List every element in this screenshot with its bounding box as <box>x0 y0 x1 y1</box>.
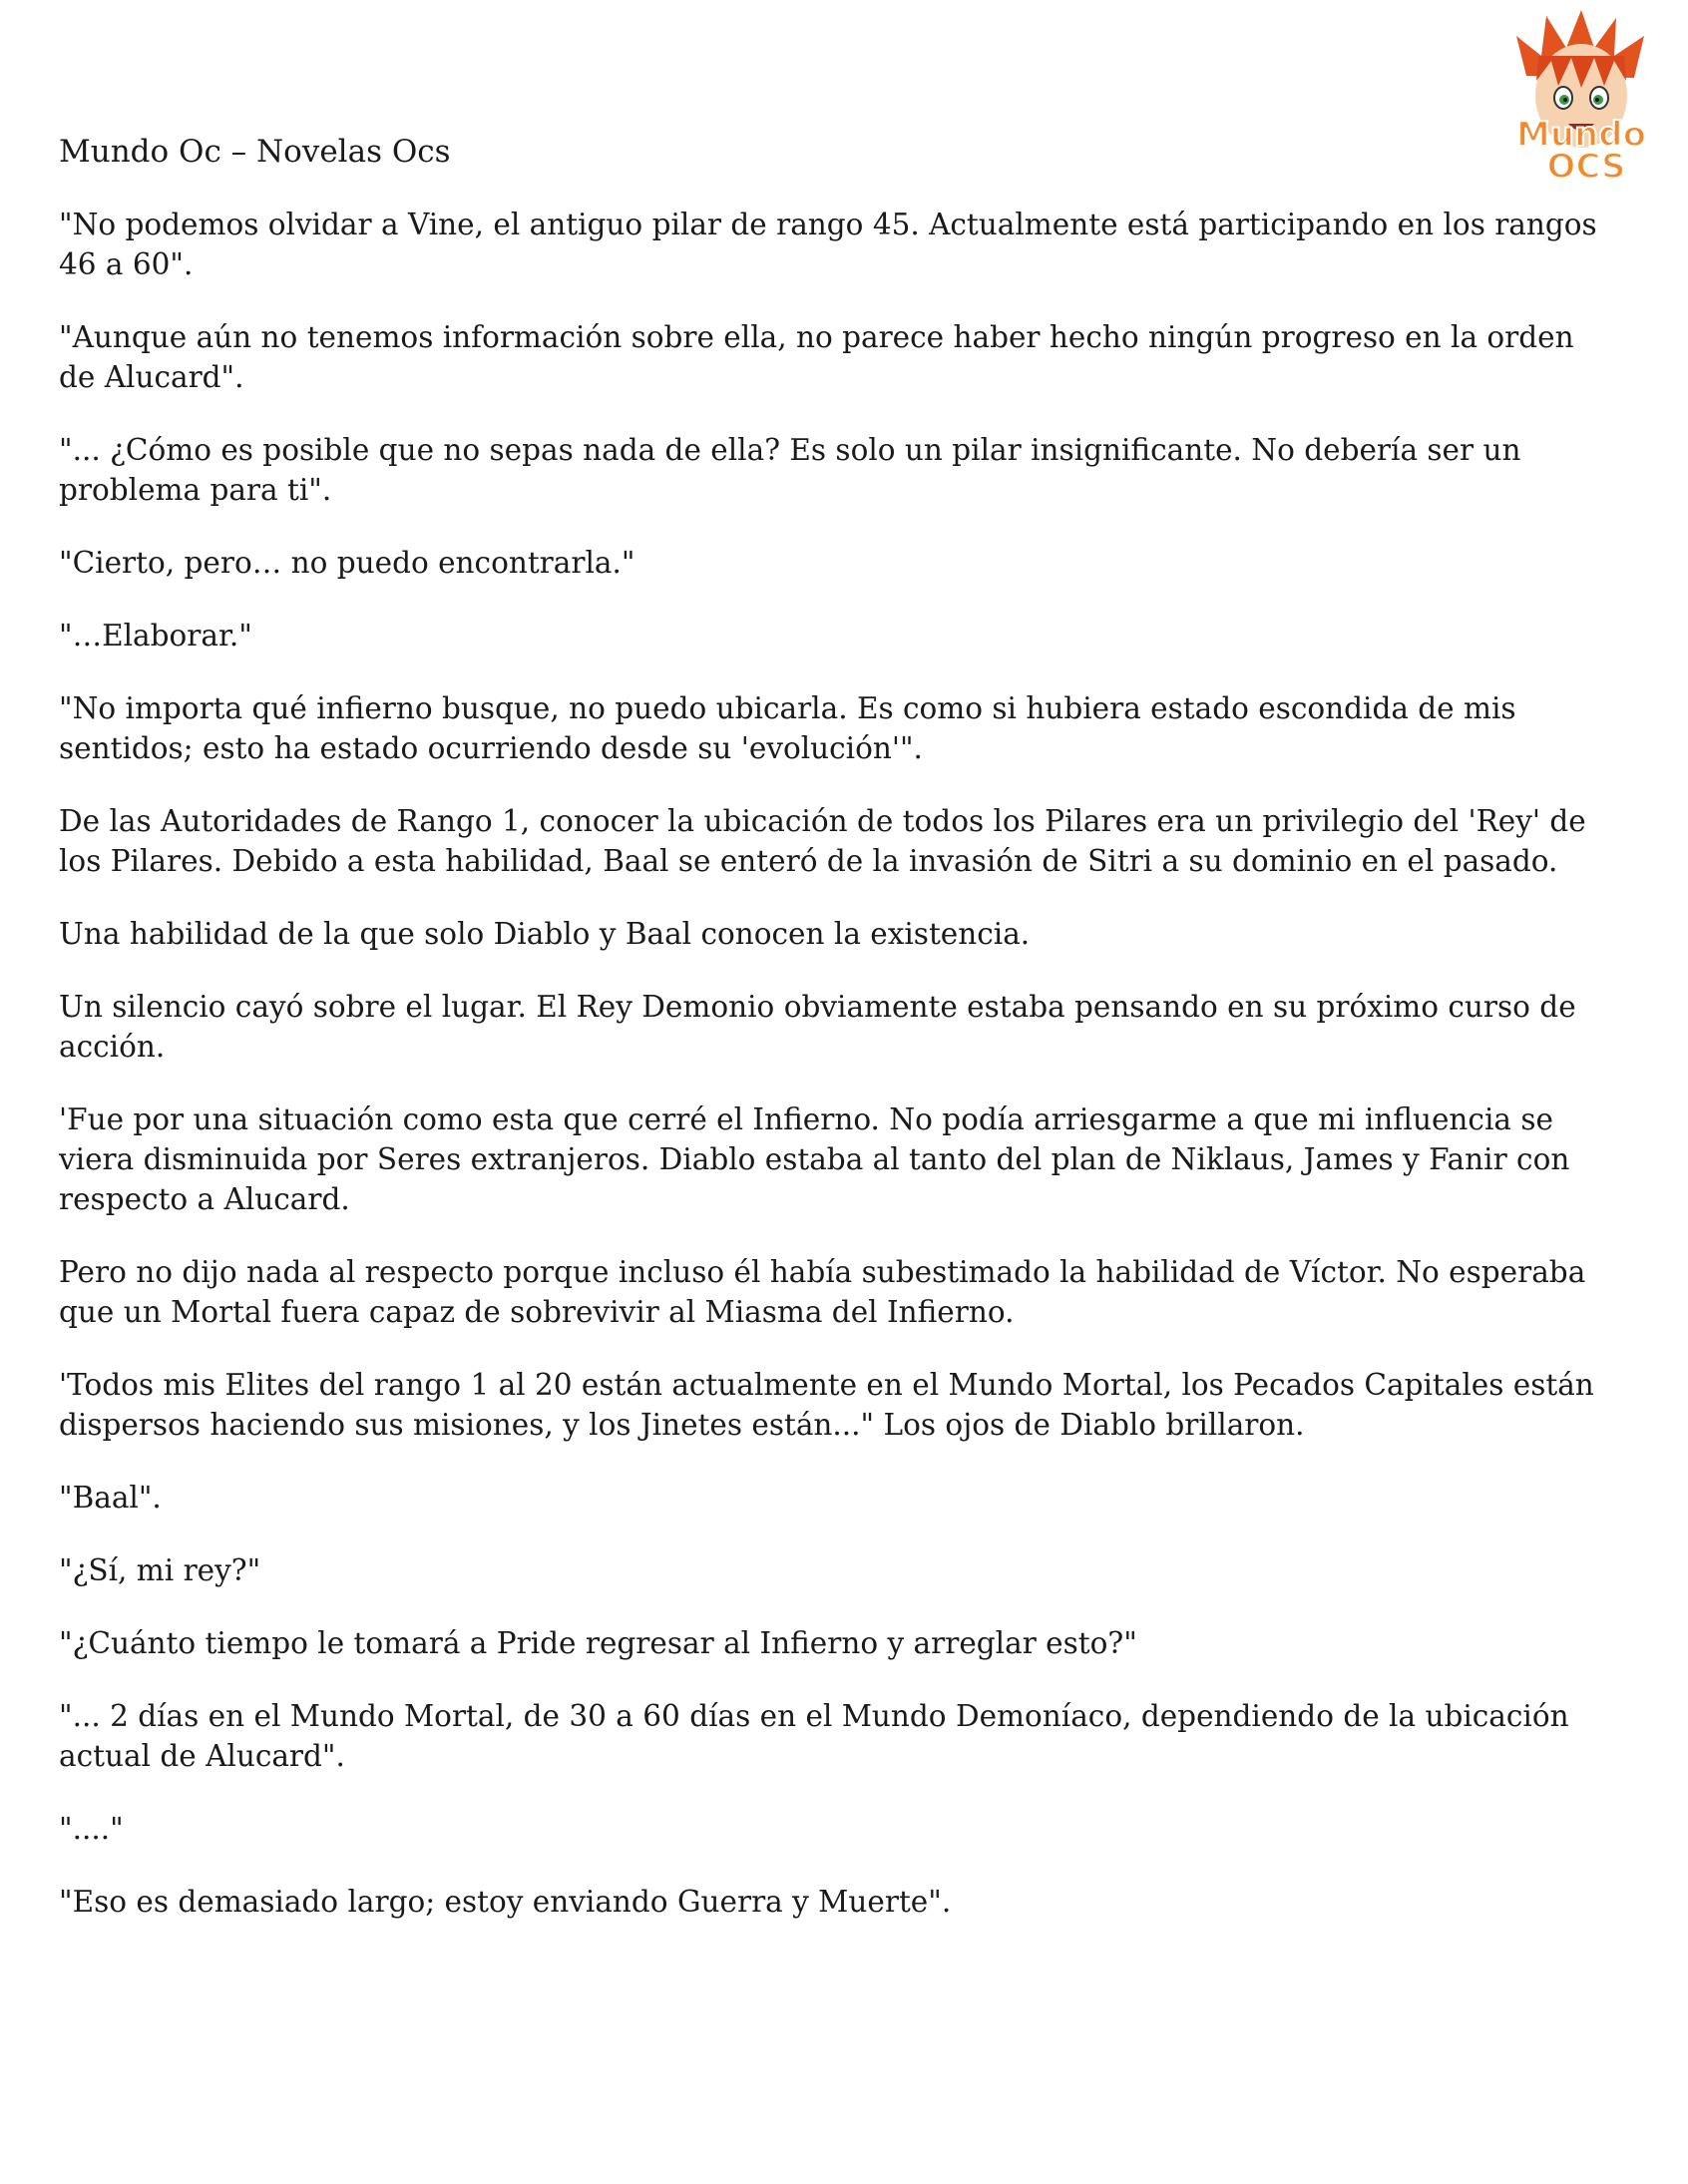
paragraph: "Baal". <box>59 1481 162 1515</box>
paragraph: "…Elaborar." <box>59 619 252 653</box>
paragraph: 'Fue por una situación como esta que cerré el Infierno. No podía arriesgarme a que mi influencia se viera disminuida por Seres extranjeros. Diablo estaba al tanto del plan de Niklaus, James y Fanir con respecto a Alucard. <box>59 1102 1570 1216</box>
logo-text-line2: OCS <box>1546 147 1626 186</box>
paragraph: Pero no dijo nada al respecto porque incluso él había subestimado la habilidad de Víctor. No esperaba que un Mortal fuera capaz de sobrevivir al Miasma del Infierno. <box>59 1255 1586 1329</box>
paragraph: Una habilidad de la que solo Diablo y Baal conocen la existencia. <box>59 917 1031 951</box>
site-title: Mundo Oc – Novelas Ocs <box>59 134 451 170</box>
paragraph: De las Autoridades de Rango 1, conocer la ubicación de todos los Pilares era un privilegio del 'Rey' de los Pilares. Debido a esta habilidad, Baal se enteró de la invasión de Sitri a su dominio en el pasado. <box>59 804 1586 878</box>
paragraph: "¿Cuánto tiempo le tomará a Pride regresar al Infierno y arreglar esto?" <box>59 1626 1137 1660</box>
mundo-ocs-logo <box>1496 6 1666 186</box>
anime-mascot-logo-icon <box>1496 6 1666 186</box>
paragraph: Un silencio cayó sobre el lugar. El Rey Demonio obviamente estaba pensando en su próximo curso de acción. <box>59 990 1576 1064</box>
paragraph: "No podemos olvidar a Vine, el antiguo pilar de rango 45. Actualmente está participando en los rangos 46 a 60". <box>59 208 1597 281</box>
logo-text-line1: Mundo <box>1516 115 1646 155</box>
paragraph: "Eso es demasiado largo; estoy enviando Guerra y Muerte". <box>59 1885 952 1919</box>
paragraph: "Cierto, pero… no puedo encontrarla." <box>59 546 635 580</box>
paragraph: 'Todos mis Elites del rango 1 al 20 están actualmente en el Mundo Mortal, los Pecados Capitales están dispersos haciendo sus misiones, y los Jinetes están..." Los ojos de Diablo brillaron. <box>59 1368 1594 1442</box>
paragraph: "No importa qué infierno busque, no puedo ubicarla. Es como si hubiera estado escondida de mis sentidos; esto ha estado ocurriendo desde su 'evolución'". <box>59 691 1516 765</box>
chapter-body <box>59 205 1615 1955</box>
paragraph: "... ¿Cómo es posible que no sepas nada de ella? Es solo un pilar insignificante. No debería ser un problema para ti". <box>59 433 1521 507</box>
paragraph: "¿Sí, mi rey?" <box>59 1553 261 1587</box>
paragraph: "Aunque aún no tenemos información sobre ella, no parece haber hecho ningún progreso en la orden de Alucard". <box>59 320 1574 394</box>
paragraph: "...." <box>59 1812 124 1846</box>
paragraph: "... 2 días en el Mundo Mortal, de 30 a 60 días en el Mundo Demoníaco, dependiendo de la ubicación actual de Alucard". <box>59 1699 1569 1773</box>
